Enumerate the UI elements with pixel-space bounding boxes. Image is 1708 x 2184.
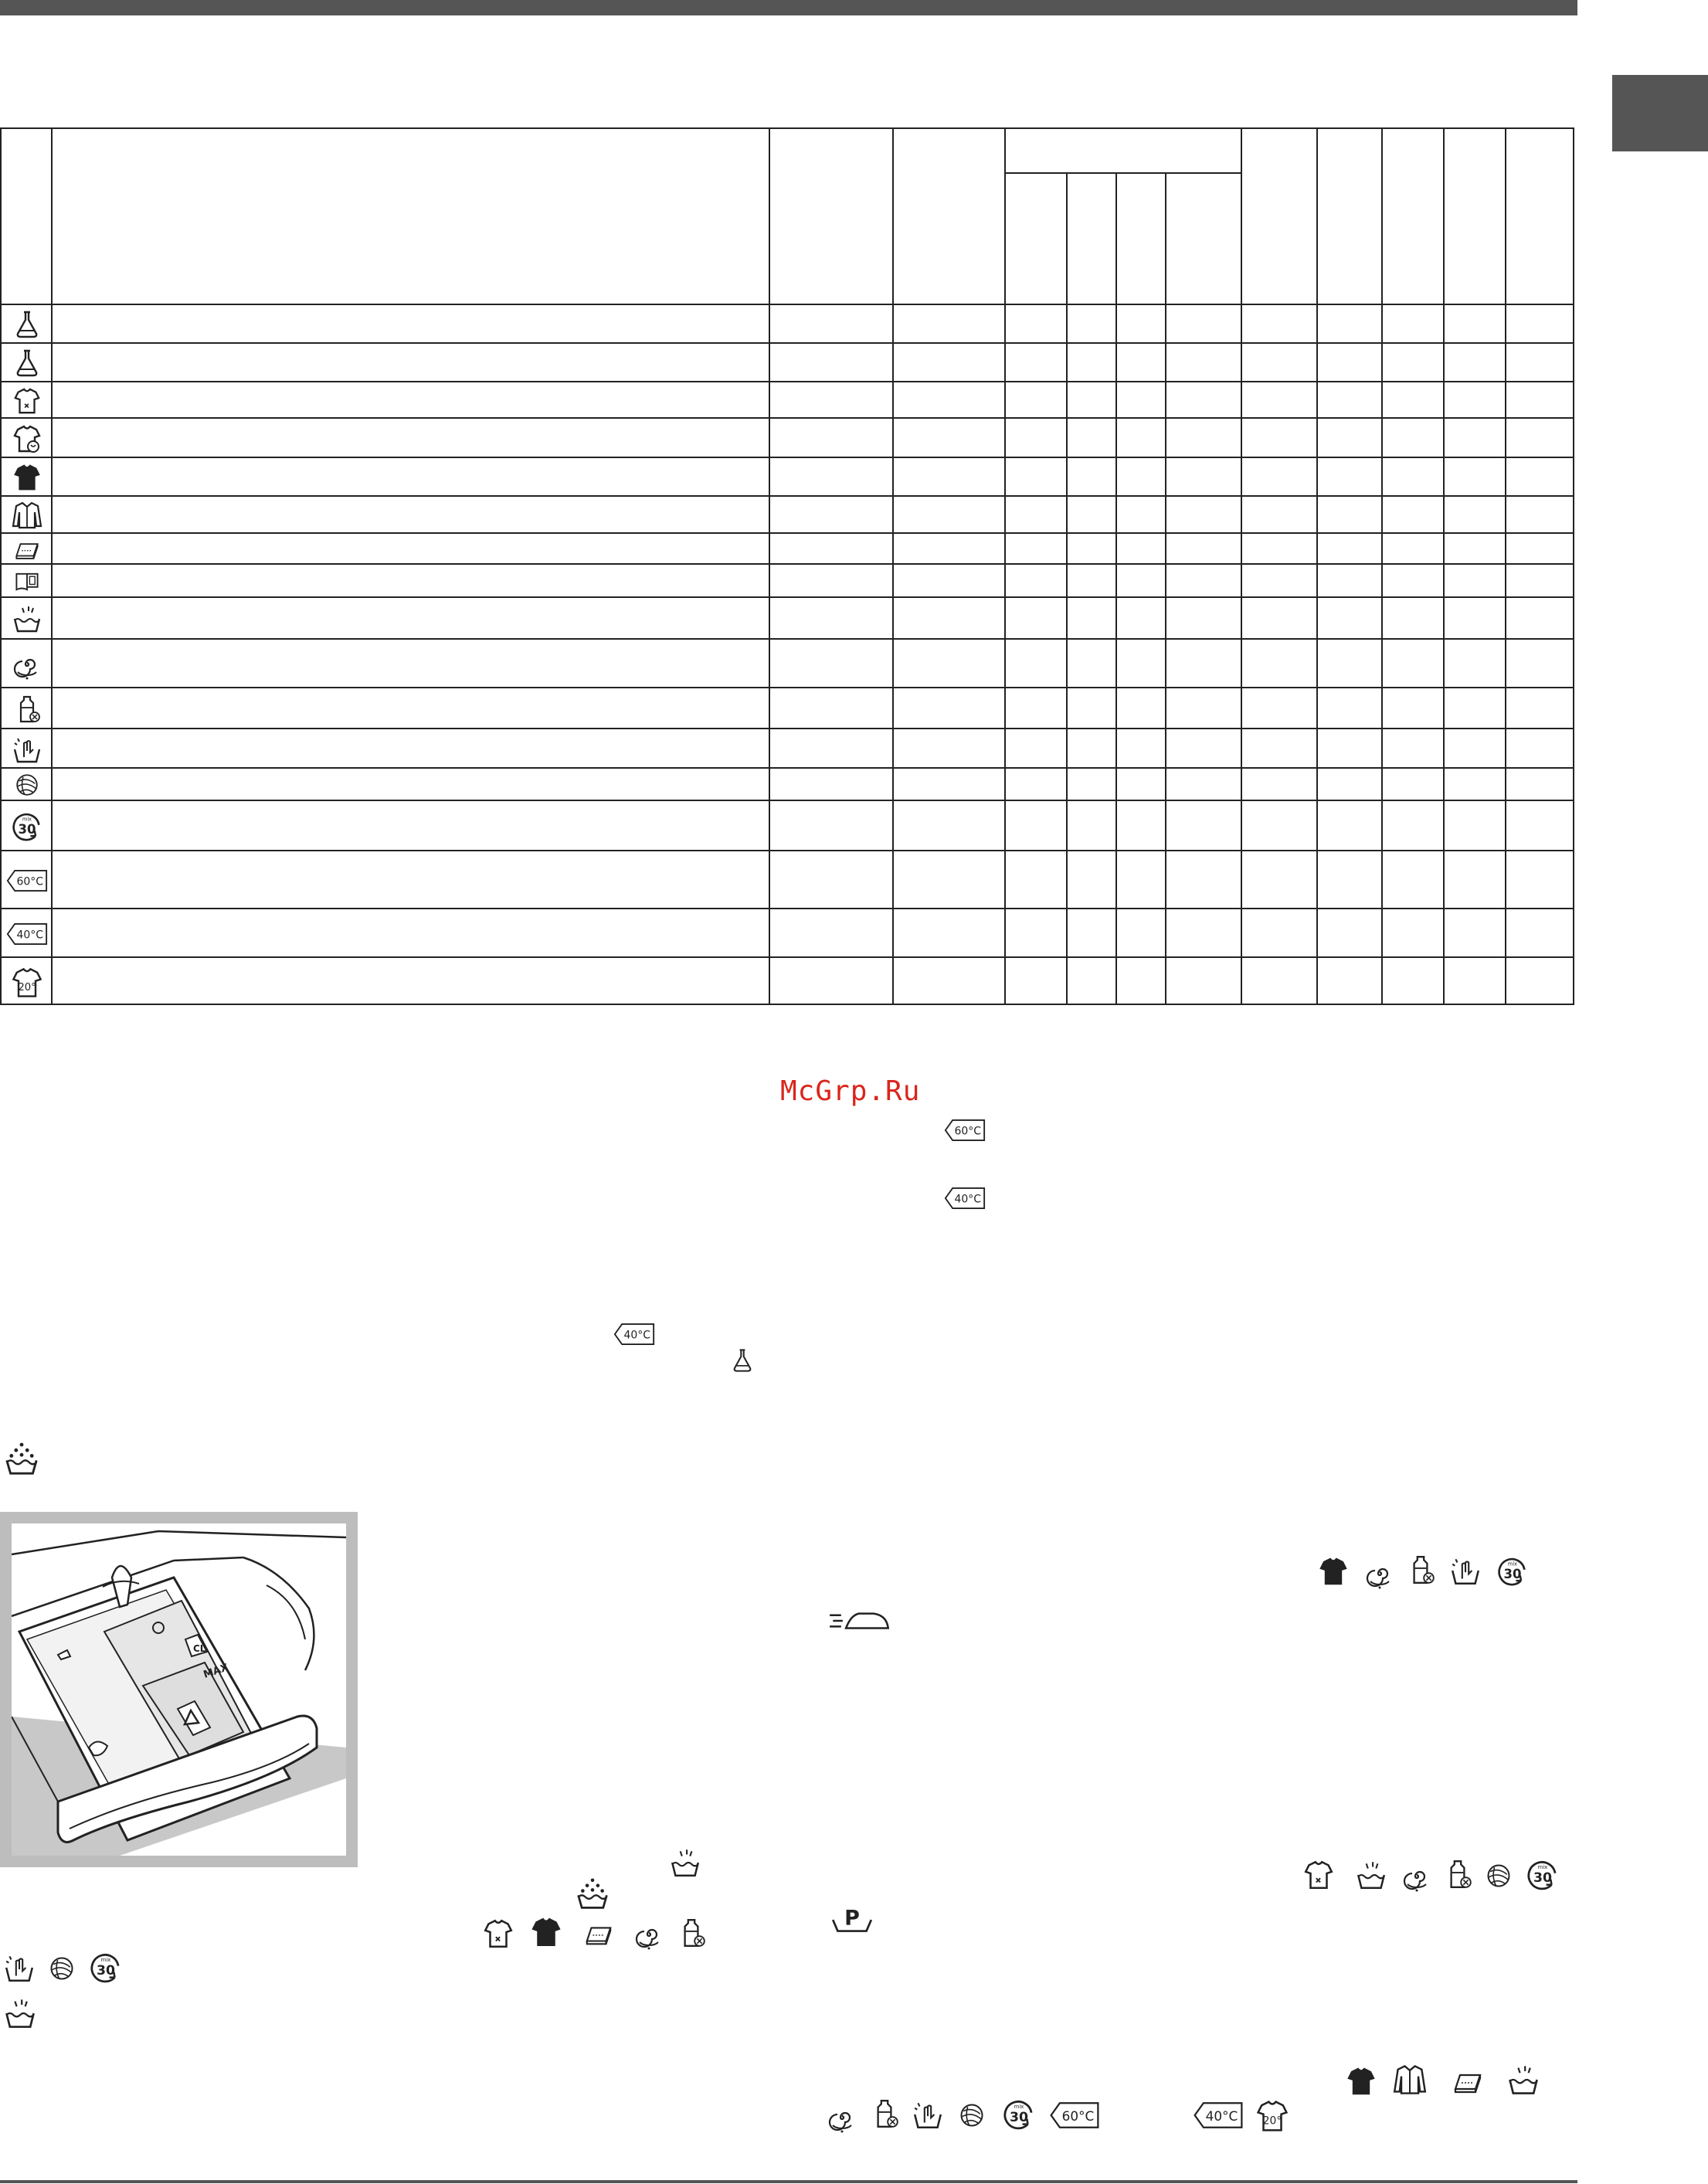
mix30-icon bbox=[1001, 2097, 1037, 2132]
eco-40-tag-icon bbox=[944, 1187, 986, 1210]
tshirt-stain-wash-icon bbox=[6, 420, 48, 457]
tag-label: 60°C bbox=[1061, 2108, 1095, 2124]
table-row-divider bbox=[2, 457, 1573, 458]
table-column-divider bbox=[769, 129, 770, 1004]
baby-bottle-icon bbox=[1441, 1857, 1474, 1891]
shirt-icon bbox=[1392, 2063, 1428, 2097]
table-subcolumn-divider bbox=[1165, 172, 1166, 1004]
eco-40-tag-icon bbox=[613, 1323, 655, 1346]
eco-40-tag-label: 40°C bbox=[16, 929, 43, 942]
tag-label: 60°C bbox=[954, 1125, 981, 1138]
towels-icon bbox=[6, 535, 48, 563]
mix30-icon bbox=[88, 1950, 124, 1985]
eco-60-tag-icon bbox=[1049, 2101, 1100, 2129]
delicates-hand-icon bbox=[912, 2098, 944, 2131]
table-row-divider bbox=[2, 956, 1573, 958]
table-row-divider bbox=[2, 728, 1573, 729]
baby-bottle-icon bbox=[675, 1916, 708, 1950]
dark-tshirt-icon bbox=[6, 460, 48, 495]
eco-60-tag-icon bbox=[6, 853, 48, 908]
synthetics-basin-icon bbox=[3, 1996, 37, 2030]
spin-rinse-icon bbox=[1364, 1554, 1395, 1593]
spin-rinse-icon bbox=[633, 1916, 664, 1953]
dark-tshirt-icon bbox=[530, 1916, 562, 1948]
table-row-divider bbox=[2, 532, 1573, 534]
spin-rinse-icon bbox=[1401, 1857, 1432, 1896]
baby-bottle-icon bbox=[868, 2097, 901, 2131]
spin-rinse-icon bbox=[827, 2098, 857, 2137]
tshirt-stain-icon bbox=[482, 1917, 514, 1950]
table-subcolumn-divider bbox=[1066, 172, 1068, 1004]
bottom-rule bbox=[0, 2180, 1577, 2183]
shirt-icon bbox=[6, 498, 48, 532]
table-row-divider bbox=[2, 381, 1573, 382]
language-tab bbox=[1612, 75, 1708, 151]
mix30-icon bbox=[6, 803, 48, 850]
synthetics-basin-icon bbox=[6, 599, 48, 638]
table-column-divider bbox=[1241, 129, 1242, 1004]
shirt-20-icon bbox=[1255, 2098, 1290, 2134]
shirt-20-icon bbox=[6, 960, 48, 1005]
mix30-icon bbox=[1496, 1554, 1530, 1588]
svg-text:CL: CL bbox=[193, 1643, 206, 1654]
table-column-divider bbox=[1316, 129, 1318, 1004]
synthetics-basin-icon bbox=[669, 1846, 701, 1879]
table-subheader-divider bbox=[1006, 172, 1242, 174]
table-row-divider bbox=[2, 304, 1573, 305]
table-row-divider bbox=[2, 908, 1573, 909]
delicates-hand-icon bbox=[1449, 1554, 1482, 1587]
spin-rinse-icon bbox=[6, 641, 48, 687]
dark-tshirt-icon bbox=[1318, 1556, 1349, 1587]
towels-icon bbox=[1449, 2066, 1486, 2097]
table-column-divider bbox=[51, 129, 53, 1004]
table-subcolumn-divider bbox=[1115, 172, 1117, 1004]
tag-label: 40°C bbox=[623, 1329, 650, 1342]
delicates-hand-icon bbox=[3, 1951, 36, 1984]
table-row-divider bbox=[2, 417, 1573, 419]
table-column-divider bbox=[1443, 129, 1445, 1004]
synthetics-basin-icon bbox=[1506, 2063, 1540, 2097]
eco-60-tag-icon bbox=[944, 1119, 986, 1142]
table-row-divider bbox=[2, 638, 1573, 640]
table-row-divider bbox=[2, 687, 1573, 688]
table-row-divider bbox=[2, 563, 1573, 565]
cotton-flask-icon bbox=[6, 307, 48, 342]
table-row-divider bbox=[2, 800, 1573, 801]
detergent-drawer-illustration bbox=[12, 1523, 346, 1856]
shirt-20-label: 20° bbox=[18, 981, 36, 993]
synthetics-basin-icon bbox=[1355, 1859, 1387, 1891]
eco-40-tag-icon bbox=[1193, 2101, 1244, 2129]
wool-ball-icon bbox=[48, 1955, 76, 1982]
table-column-divider bbox=[1381, 129, 1383, 1004]
delicates-hand-icon bbox=[6, 731, 48, 767]
wool-ball-icon bbox=[6, 770, 48, 800]
dark-tshirt-icon bbox=[1346, 2066, 1377, 2097]
table-row-divider bbox=[2, 850, 1573, 851]
table-column-divider bbox=[1505, 129, 1506, 1004]
wool-ball-icon bbox=[958, 2101, 986, 2129]
shirt-20-label: 20° bbox=[1262, 2114, 1282, 2128]
mix30-icon bbox=[1525, 1857, 1560, 1893]
wool-ball-icon bbox=[1485, 1862, 1513, 1890]
tshirt-stain-icon bbox=[1302, 1859, 1335, 1891]
detergent-drawer-figure bbox=[0, 1512, 358, 1867]
duvet-icon bbox=[6, 566, 48, 596]
table-row-divider bbox=[2, 767, 1573, 769]
table-column-divider bbox=[1004, 129, 1006, 1004]
table-row-divider bbox=[2, 495, 1573, 497]
tag-label: 40°C bbox=[954, 1193, 981, 1206]
prewash-p-icon bbox=[828, 1902, 876, 1934]
svg-text:MAX: MAX bbox=[202, 1662, 230, 1681]
towels-icon bbox=[581, 1919, 616, 1948]
tag-label: 40°C bbox=[1205, 2108, 1238, 2124]
table-row-divider bbox=[2, 596, 1573, 598]
eco-40-tag-icon bbox=[6, 911, 48, 956]
top-rule bbox=[0, 0, 1577, 15]
cotton-flask-icon bbox=[6, 345, 48, 381]
prewash-dots-icon bbox=[575, 1876, 610, 1911]
cotton-flask-icon bbox=[729, 1347, 756, 1374]
tshirt-stain-icon bbox=[6, 384, 48, 417]
baby-bottle-icon bbox=[1404, 1553, 1437, 1587]
iron-icon bbox=[828, 1604, 893, 1636]
table-row-divider bbox=[2, 342, 1573, 344]
eco-60-tag-label: 60°C bbox=[16, 875, 43, 888]
program-table bbox=[0, 127, 1574, 1005]
watermark: McGrp.Ru bbox=[780, 1075, 921, 1107]
table-column-divider bbox=[892, 129, 894, 1004]
baby-bottle-icon bbox=[6, 690, 48, 728]
prewash-dots-icon bbox=[3, 1440, 40, 1477]
